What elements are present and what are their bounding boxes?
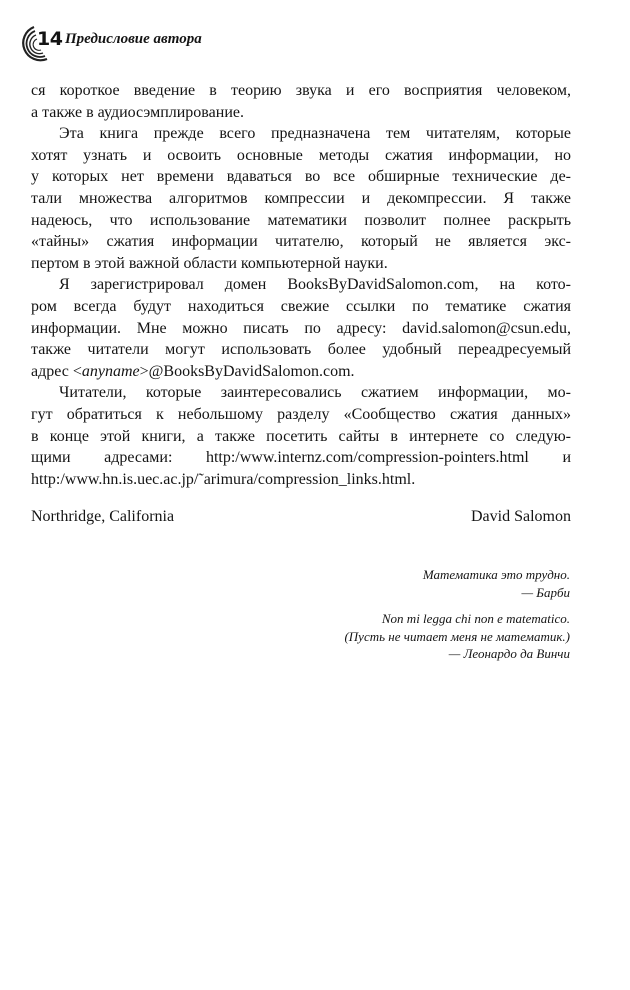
epigraph-attribution: — Леонардо да Винчи	[448, 646, 570, 661]
signature	[31, 508, 571, 526]
text-line: тали множества алгоритмов компрессии и декомпрессии. Я также	[31, 189, 571, 207]
text-line: Я зарегистрировал домен BooksByDavidSalomon.com, на кото-	[59, 276, 571, 294]
text-line: ром всегда будут находиться свежие ссылки по тематике сжатия	[31, 297, 571, 315]
text-line: пертом в этой важной области компьютерной науки.	[31, 254, 388, 272]
text-line: гут обратиться к небольшому разделу «Сообщество сжатия данных»	[31, 405, 571, 423]
paragraph	[31, 274, 571, 382]
body-text	[31, 80, 571, 490]
signature-author: David Salomon	[471, 508, 571, 525]
address-prefix: адрес <	[31, 362, 82, 380]
text-line: в конце этой книги, а также посетить сайты в интернете со следую-	[31, 427, 571, 445]
address-line	[31, 361, 571, 383]
text-line: также читатели могут использовать более удобный переадресуемый	[31, 341, 571, 359]
text-line: «тайны» сжатия информации читателю, который не является экс-	[31, 233, 571, 251]
epigraph-translation: (Пусть не читает меня не математик.)	[344, 628, 570, 644]
text-line: щими адресами: http:/www.internz.com/compression-pointers.html и	[31, 449, 571, 467]
epigraph-quote: Non mi legga chi non e matematico.	[381, 611, 570, 626]
epigraph-quote: Математика это трудно.	[422, 567, 570, 582]
text-line: Эта книга прежде всего предназначена тем читателям, которые	[59, 125, 571, 143]
text-line: хотят узнать и освоить основные методы сжатия информации, но	[31, 146, 571, 164]
epigraph-attribution: — Барби	[521, 584, 570, 600]
running-title: Предисловие автора	[65, 31, 202, 47]
text-line: информации. Мне можно писать по адресу: david.salomon@csun.edu,	[31, 319, 571, 337]
paragraph	[31, 382, 571, 490]
text-line: Читатели, которые заинтересовались сжатием информации, мо-	[59, 384, 571, 402]
epigraphs	[270, 566, 570, 663]
page-header	[14, 24, 274, 64]
text-line: ся короткое введение в теорию звука и его восприятия человеком,	[31, 82, 571, 99]
text-line: надеюсь, что использование математики позволит полнее раскрыть	[31, 211, 571, 229]
text-line: http:/www.hn.is.uec.ac.jp/˜arimura/compression_links.html.	[31, 470, 416, 488]
paragraph	[31, 80, 571, 123]
text-line: а также в аудиосэмплирование.	[31, 103, 244, 121]
text-line: у которых нет времени вдаваться во все обширные технические де-	[31, 168, 571, 186]
address-domain: >@BooksByDavidSalomon.com.	[139, 362, 355, 380]
address-placeholder: anyname	[81, 362, 140, 380]
paragraph	[31, 123, 571, 274]
page-number: 14	[37, 28, 63, 50]
signature-location: Northridge, California	[31, 508, 175, 525]
